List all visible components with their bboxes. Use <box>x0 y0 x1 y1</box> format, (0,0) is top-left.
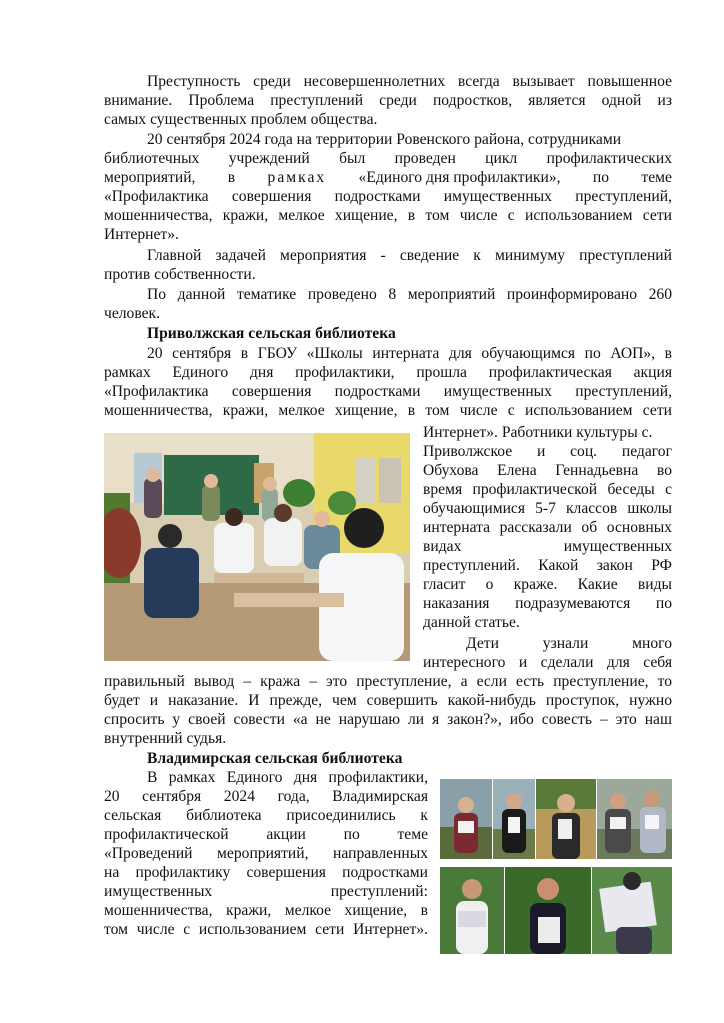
text-word: в <box>227 169 236 186</box>
text-line: «Профилактика совершения подростками имущественных преступлений, <box>104 188 672 205</box>
text-line: Главной задачей мероприятия - сведение к минимуму преступлений <box>147 247 672 264</box>
text-line: видах имущественных <box>423 538 672 555</box>
classroom-photo <box>104 433 410 661</box>
text-line: будет и наказание. И прежде, чем совершить какой-нибудь проступок, нужно <box>104 692 672 709</box>
text-word: мероприятий, <box>104 169 196 186</box>
text-line: внутренний судья. <box>104 730 227 747</box>
text-line: человек. <box>104 305 161 322</box>
text-line: интерната рассказали об основных <box>423 519 672 536</box>
text-line: том числе с использованием сети Интернет». <box>104 921 428 938</box>
text-line: Интернет». <box>104 226 179 243</box>
text-word: по <box>592 169 610 186</box>
text-line: интересного и сделали для себя <box>423 654 672 671</box>
text-line: наказания подразумеваются по <box>423 595 672 612</box>
text-line: самых существенных проблем общества. <box>104 111 378 128</box>
text-line: «Проведений мероприятий, направленных <box>104 845 428 862</box>
text-line: мошенничества, кражи, мелкое хищение, в том числе с использованием сети <box>104 402 672 419</box>
text-line: 20 сентября 2024 года на территории Ровенского района, сотрудниками <box>147 131 622 148</box>
text-line: 20 сентября 2024 года, Владимирская <box>104 788 428 805</box>
text-line: По данной тематике проведено 8 мероприятий проинформировано 260 <box>147 286 672 303</box>
text-line: Преступность среди несовершеннолетних всегда вызывает повышенное <box>147 73 672 90</box>
text-line: мошенничества, кражи, мелкое хищение, в том числе с использованием сети <box>104 207 672 224</box>
text-line: 20 сентября в ГБОУ «Школы интерната для обучающимся по АОП», в <box>147 345 672 362</box>
text-word: теме <box>641 169 672 186</box>
text-line: Приволжское и соц. педагог <box>423 443 672 460</box>
text-line: рамках Единого дня профилактики, прошла профилактическая акция <box>104 364 672 381</box>
collage-photo-bottom <box>440 867 672 954</box>
text-line: Интернет». Работники культуры с. <box>423 424 653 441</box>
text-line: мошенничества, кражи, мелкое хищение, в <box>104 902 428 919</box>
text-line: спросить у своей совести «а не нарушаю ли я закон?», ибо совесть – это наш <box>104 711 672 728</box>
text-line: внимание. Проблема преступлений среди подростков, является одной из <box>104 92 672 109</box>
text-line: библиотечных учреждений был проведен цикл профилактических <box>104 150 672 167</box>
text-line: В рамках Единого дня профилактики, <box>147 769 428 786</box>
section-heading: Приволжская сельская библиотека <box>147 325 396 342</box>
text-line <box>104 168 672 187</box>
text-line: правильный вывод – кража – это преступление, а если есть преступление, то <box>104 673 672 690</box>
text-word: рамках <box>267 169 327 186</box>
text-word: «Единого дня профилактики», <box>358 169 561 186</box>
text-line: время профилактической беседы с <box>423 481 672 498</box>
text-line: «Профилактика совершения подростками имущественных преступлений, <box>104 383 672 400</box>
text-line: сельская библиотека присоединились к <box>104 807 428 824</box>
text-line: преступлений. Какой закон РФ <box>423 557 672 574</box>
text-line: имущественных преступлений: <box>104 883 428 900</box>
text-line: гласит о краже. Какие виды <box>423 576 672 593</box>
text-line: обучающимися 5-7 классов школы <box>423 500 672 517</box>
text-line: профилактической акции по теме <box>104 826 428 843</box>
text-line: Дети узнали много <box>466 635 672 652</box>
text-line: на профилактику совершения подростками <box>104 864 428 881</box>
text-line: данной статье. <box>423 614 520 631</box>
section-heading: Владимирская сельская библиотека <box>147 750 403 767</box>
text-line: против собственности. <box>104 266 256 283</box>
collage-photo-top <box>440 779 672 859</box>
text-line: Обухова Елена Геннадьевна во <box>423 462 672 479</box>
